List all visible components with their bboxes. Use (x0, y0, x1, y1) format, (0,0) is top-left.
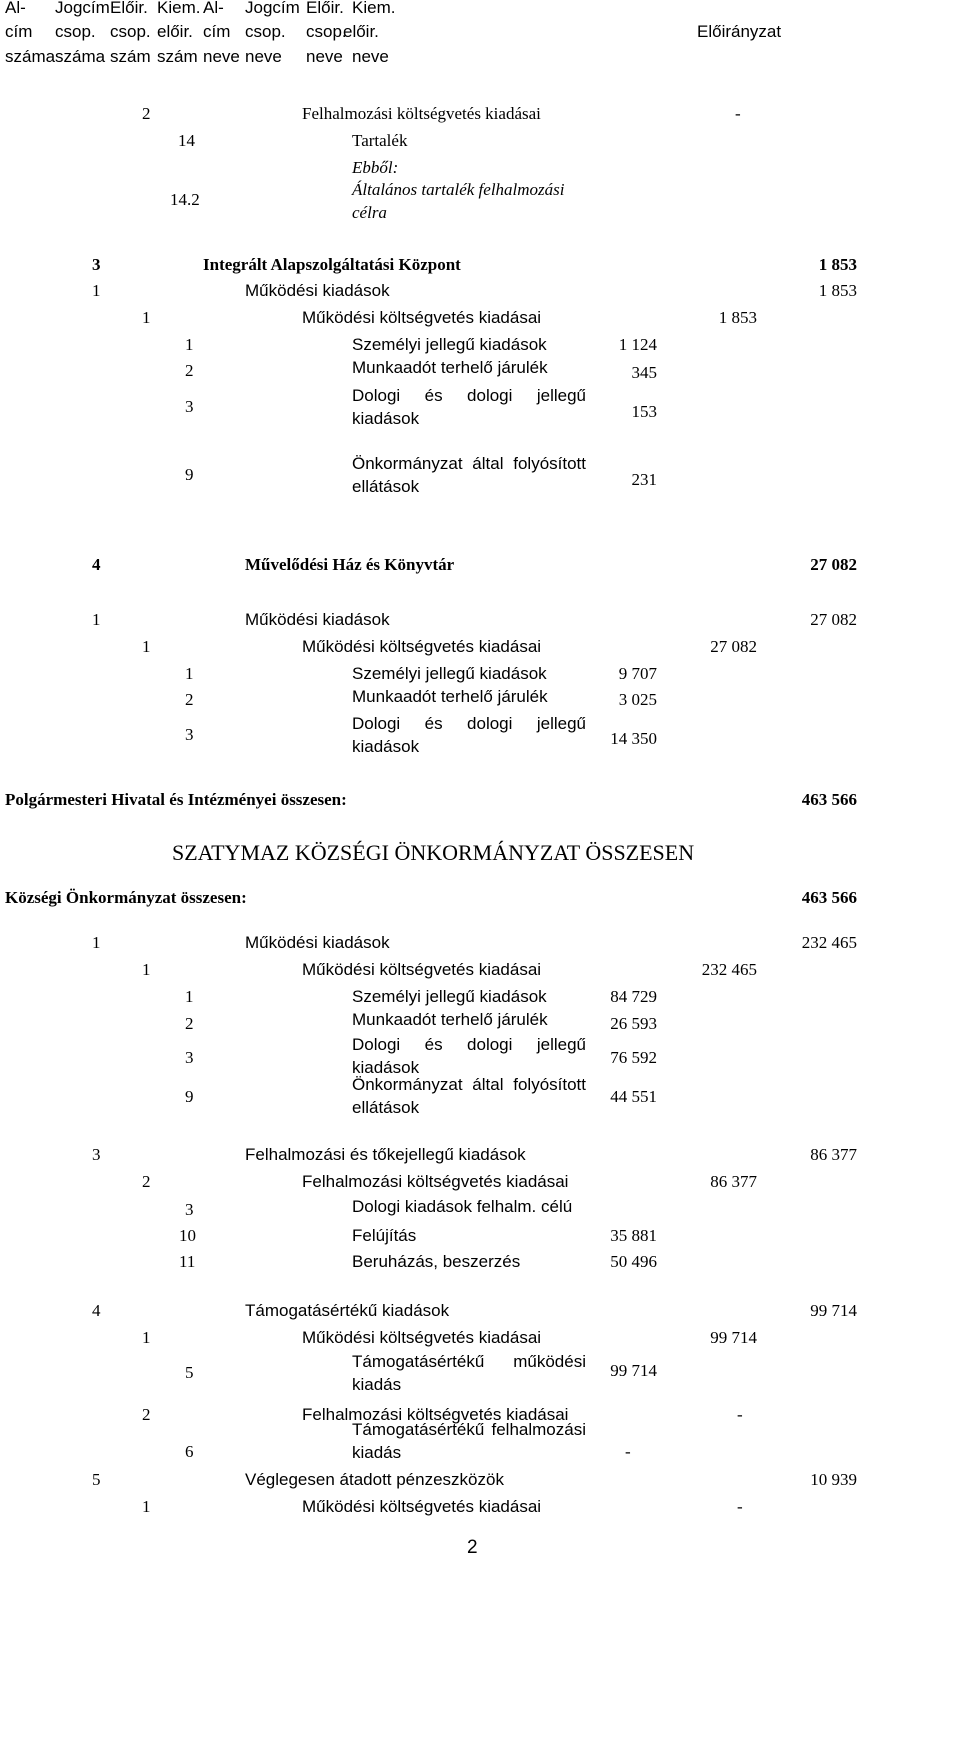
row-code: 1 (185, 987, 194, 1006)
row-label: Véglegesen átadott pénzeszközök (245, 1470, 504, 1489)
header-kiem-neve-line1: Kiem. (352, 0, 396, 17)
row-value: 35 881 (610, 1226, 657, 1245)
header-alcim-neve-line3: neve (203, 47, 240, 66)
row-value: 99 714 (810, 1301, 857, 1320)
row-value: 76 592 (610, 1048, 657, 1067)
row-code: 3 (185, 1048, 194, 1067)
row-label: Felhalmozási költségvetés kiadásai (302, 1405, 569, 1424)
row-code: 2 (185, 361, 194, 380)
row-label-line1: Önkormányzat által folyósított (352, 454, 586, 473)
header-kiem-neve-line3: neve (352, 47, 389, 66)
row-value: 50 496 (610, 1252, 657, 1271)
row-label: Személyi jellegű kiadások (352, 987, 547, 1006)
row-code: 1 (92, 281, 101, 300)
row-value: - (625, 1442, 631, 1461)
row-label: Működési kiadások (245, 933, 390, 952)
row-code: 4 (92, 1301, 101, 1320)
row-label-line1: Dologi és dologi jellegű (352, 1035, 586, 1054)
row-label: Működési költségvetés kiadásai (302, 308, 542, 327)
row-label-line2: kiadások (352, 409, 420, 428)
row-label: Tartalék (352, 131, 408, 150)
row-label-line1: Dologi és dologi jellegű (352, 714, 586, 733)
section-total: 27 082 (810, 555, 857, 574)
header-jogcim-neve-line2: csop. (245, 22, 286, 41)
row-value: 44 551 (610, 1087, 657, 1106)
row-code: 5 (185, 1363, 194, 1382)
header-kiem-neve-line2: előir. (343, 22, 379, 41)
header-alcim-line1: Al- (5, 0, 26, 17)
header-jogcim-neve-line1: Jogcím (245, 0, 300, 17)
header-alcim-line2: cím (5, 22, 33, 41)
header-eloir-neve-line1: Előir. (306, 0, 344, 17)
header-alcim-line3: száma (5, 47, 56, 66)
row-code: 3 (185, 1200, 194, 1219)
row-code: 2 (142, 1172, 151, 1191)
row-code: 9 (185, 465, 194, 484)
row-label: Felhalmozási költségvetés kiadásai (302, 1172, 569, 1191)
row-code: 1 (142, 960, 151, 979)
ebbol-label: Ebből: (352, 158, 399, 177)
row-code: 1 (142, 308, 151, 327)
page-heading: SZATYMAZ KÖZSÉGI ÖNKORMÁNYZAT ÖSSZESEN (172, 840, 695, 865)
header-eloir-line2: csop. (110, 22, 151, 41)
row-value: 345 (631, 363, 657, 382)
row-value: - (737, 1405, 743, 1424)
row-code: 1 (185, 664, 194, 683)
row-value: 27 082 (810, 610, 857, 629)
row-value: 1 853 (718, 308, 757, 327)
row-value: 14 350 (610, 729, 657, 748)
row-label: Munkaadót terhelő járulék (352, 687, 548, 706)
row-value: 3 025 (618, 690, 657, 709)
header-kiem-line2: előir. (157, 22, 193, 41)
row-label-line2: kiadások (352, 737, 420, 756)
row-label: Dologi kiadások felhalm. célú (352, 1197, 573, 1216)
row-value: 153 (631, 402, 657, 421)
hivatal-total-label: Polgármesteri Hivatal és Intézményei összesen: (5, 790, 347, 809)
row-label: Felhalmozási és tőkejellegű kiadások (245, 1145, 526, 1164)
row-label: Támogatásértékű kiadások (245, 1301, 450, 1320)
hivatal-total-value: 463 566 (801, 790, 857, 809)
header-jogcim-neve-line3: neve (245, 47, 282, 66)
header-eloir-line1: Előir. (110, 0, 148, 17)
row-value: 232 465 (701, 960, 757, 979)
row-label: Működési kiadások (245, 281, 390, 300)
row-value: 84 729 (610, 987, 657, 1006)
header-budget: Előirányzat (697, 22, 782, 41)
row-value: - (735, 104, 741, 123)
row-label-line1: Általános tartalék felhalmozási (352, 180, 565, 199)
row-label: Működési költségvetés kiadásai (302, 637, 542, 656)
kozseg-total-label: Községi Önkormányzat összesen: (5, 888, 247, 907)
row-label: Működési kiadások (245, 610, 390, 629)
header-eloir-neve-line3: neve (306, 47, 343, 66)
row-label: Felhalmozási költségvetés kiadásai (302, 104, 541, 123)
header-alcim-neve-line1: Al- (203, 0, 224, 17)
row-value: - (737, 1497, 743, 1516)
row-value: 86 377 (810, 1145, 857, 1164)
section-title: Művelődési Ház és Könyvtár (245, 555, 455, 574)
row-code: 11 (179, 1252, 196, 1271)
row-value: 232 465 (801, 933, 857, 952)
row-value: 10 939 (810, 1470, 857, 1489)
row-value: 27 082 (710, 637, 757, 656)
row-code: 10 (179, 1226, 196, 1245)
row-value: 9 707 (618, 664, 657, 683)
row-label-line2: kiadás (352, 1375, 402, 1394)
row-code: 2 (185, 690, 194, 709)
section-code: 4 (92, 555, 101, 574)
row-code: 6 (185, 1442, 194, 1461)
row-code: 2 (142, 104, 151, 123)
row-code: 1 (92, 933, 101, 952)
row-label: Személyi jellegű kiadások (352, 335, 547, 354)
row-value: 99 714 (710, 1328, 757, 1347)
row-value: 99 714 (610, 1361, 657, 1380)
row-code: 1 (92, 610, 101, 629)
row-code: 3 (185, 725, 194, 744)
row-code: 3 (185, 397, 194, 416)
kozseg-total-value: 463 566 (801, 888, 857, 907)
row-label: Működési költségvetés kiadásai (302, 1497, 542, 1516)
row-label: Munkaadót terhelő járulék (352, 358, 548, 377)
row-label: Működési költségvetés kiadásai (302, 960, 542, 979)
row-code: 5 (92, 1470, 101, 1489)
section-total: 1 853 (818, 255, 857, 274)
header-jogcim-line2: csop. (55, 22, 96, 41)
row-label: Működési költségvetés kiadásai (302, 1328, 542, 1347)
row-code: 1 (142, 1497, 151, 1516)
row-label-line1: Dologi és dologi jellegű (352, 386, 586, 405)
row-label-line2: kiadások (352, 1058, 420, 1077)
row-code: 3 (92, 1145, 101, 1164)
header-jogcim-line3: száma (55, 47, 106, 66)
row-label-line2: kiadás (352, 1443, 402, 1462)
row-label: Munkaadót terhelő járulék (352, 1010, 548, 1029)
row-code: 1 (142, 1328, 151, 1347)
section-title: Integrált Alapszolgáltatási Központ (203, 255, 461, 274)
row-value: 26 593 (610, 1014, 657, 1033)
row-value: 1 124 (618, 335, 657, 354)
row-label-line1: Támogatásértékű felhalmozási (352, 1420, 586, 1439)
row-label: Beruházás, beszerzés (352, 1252, 521, 1271)
row-code: 14 (178, 131, 195, 150)
row-label: Személyi jellegű kiadások (352, 664, 547, 683)
row-label-line2: ellátások (352, 477, 420, 496)
row-label-line2: célra (352, 203, 387, 222)
row-code: 1 (142, 637, 151, 656)
section-code: 3 (92, 255, 101, 274)
row-label-line2: ellátások (352, 1098, 420, 1117)
header-kiem-line3: szám (157, 47, 198, 66)
row-code: 2 (185, 1014, 194, 1033)
page-number: 2 (467, 1537, 478, 1558)
row-code: 1 (185, 335, 194, 354)
row-value: 231 (631, 470, 657, 489)
header-jogcim-line1: Jogcím (55, 0, 110, 17)
header-alcim-neve-line2: cím (203, 22, 231, 41)
header-eloir-neve-line2: csop. (306, 22, 347, 41)
row-value: 1 853 (818, 281, 857, 300)
header-eloir-line3: szám (110, 47, 151, 66)
row-label-line1: Önkormányzat által folyósított (352, 1075, 586, 1094)
header-kiem-line1: Kiem. (157, 0, 201, 17)
row-code: 2 (142, 1405, 151, 1424)
row-code: 9 (185, 1087, 194, 1106)
row-value: 86 377 (710, 1172, 757, 1191)
row-label: Felújítás (352, 1226, 417, 1245)
row-label-line1: Támogatásértékű működési (352, 1352, 586, 1371)
row-code: 14.2 (170, 190, 200, 209)
